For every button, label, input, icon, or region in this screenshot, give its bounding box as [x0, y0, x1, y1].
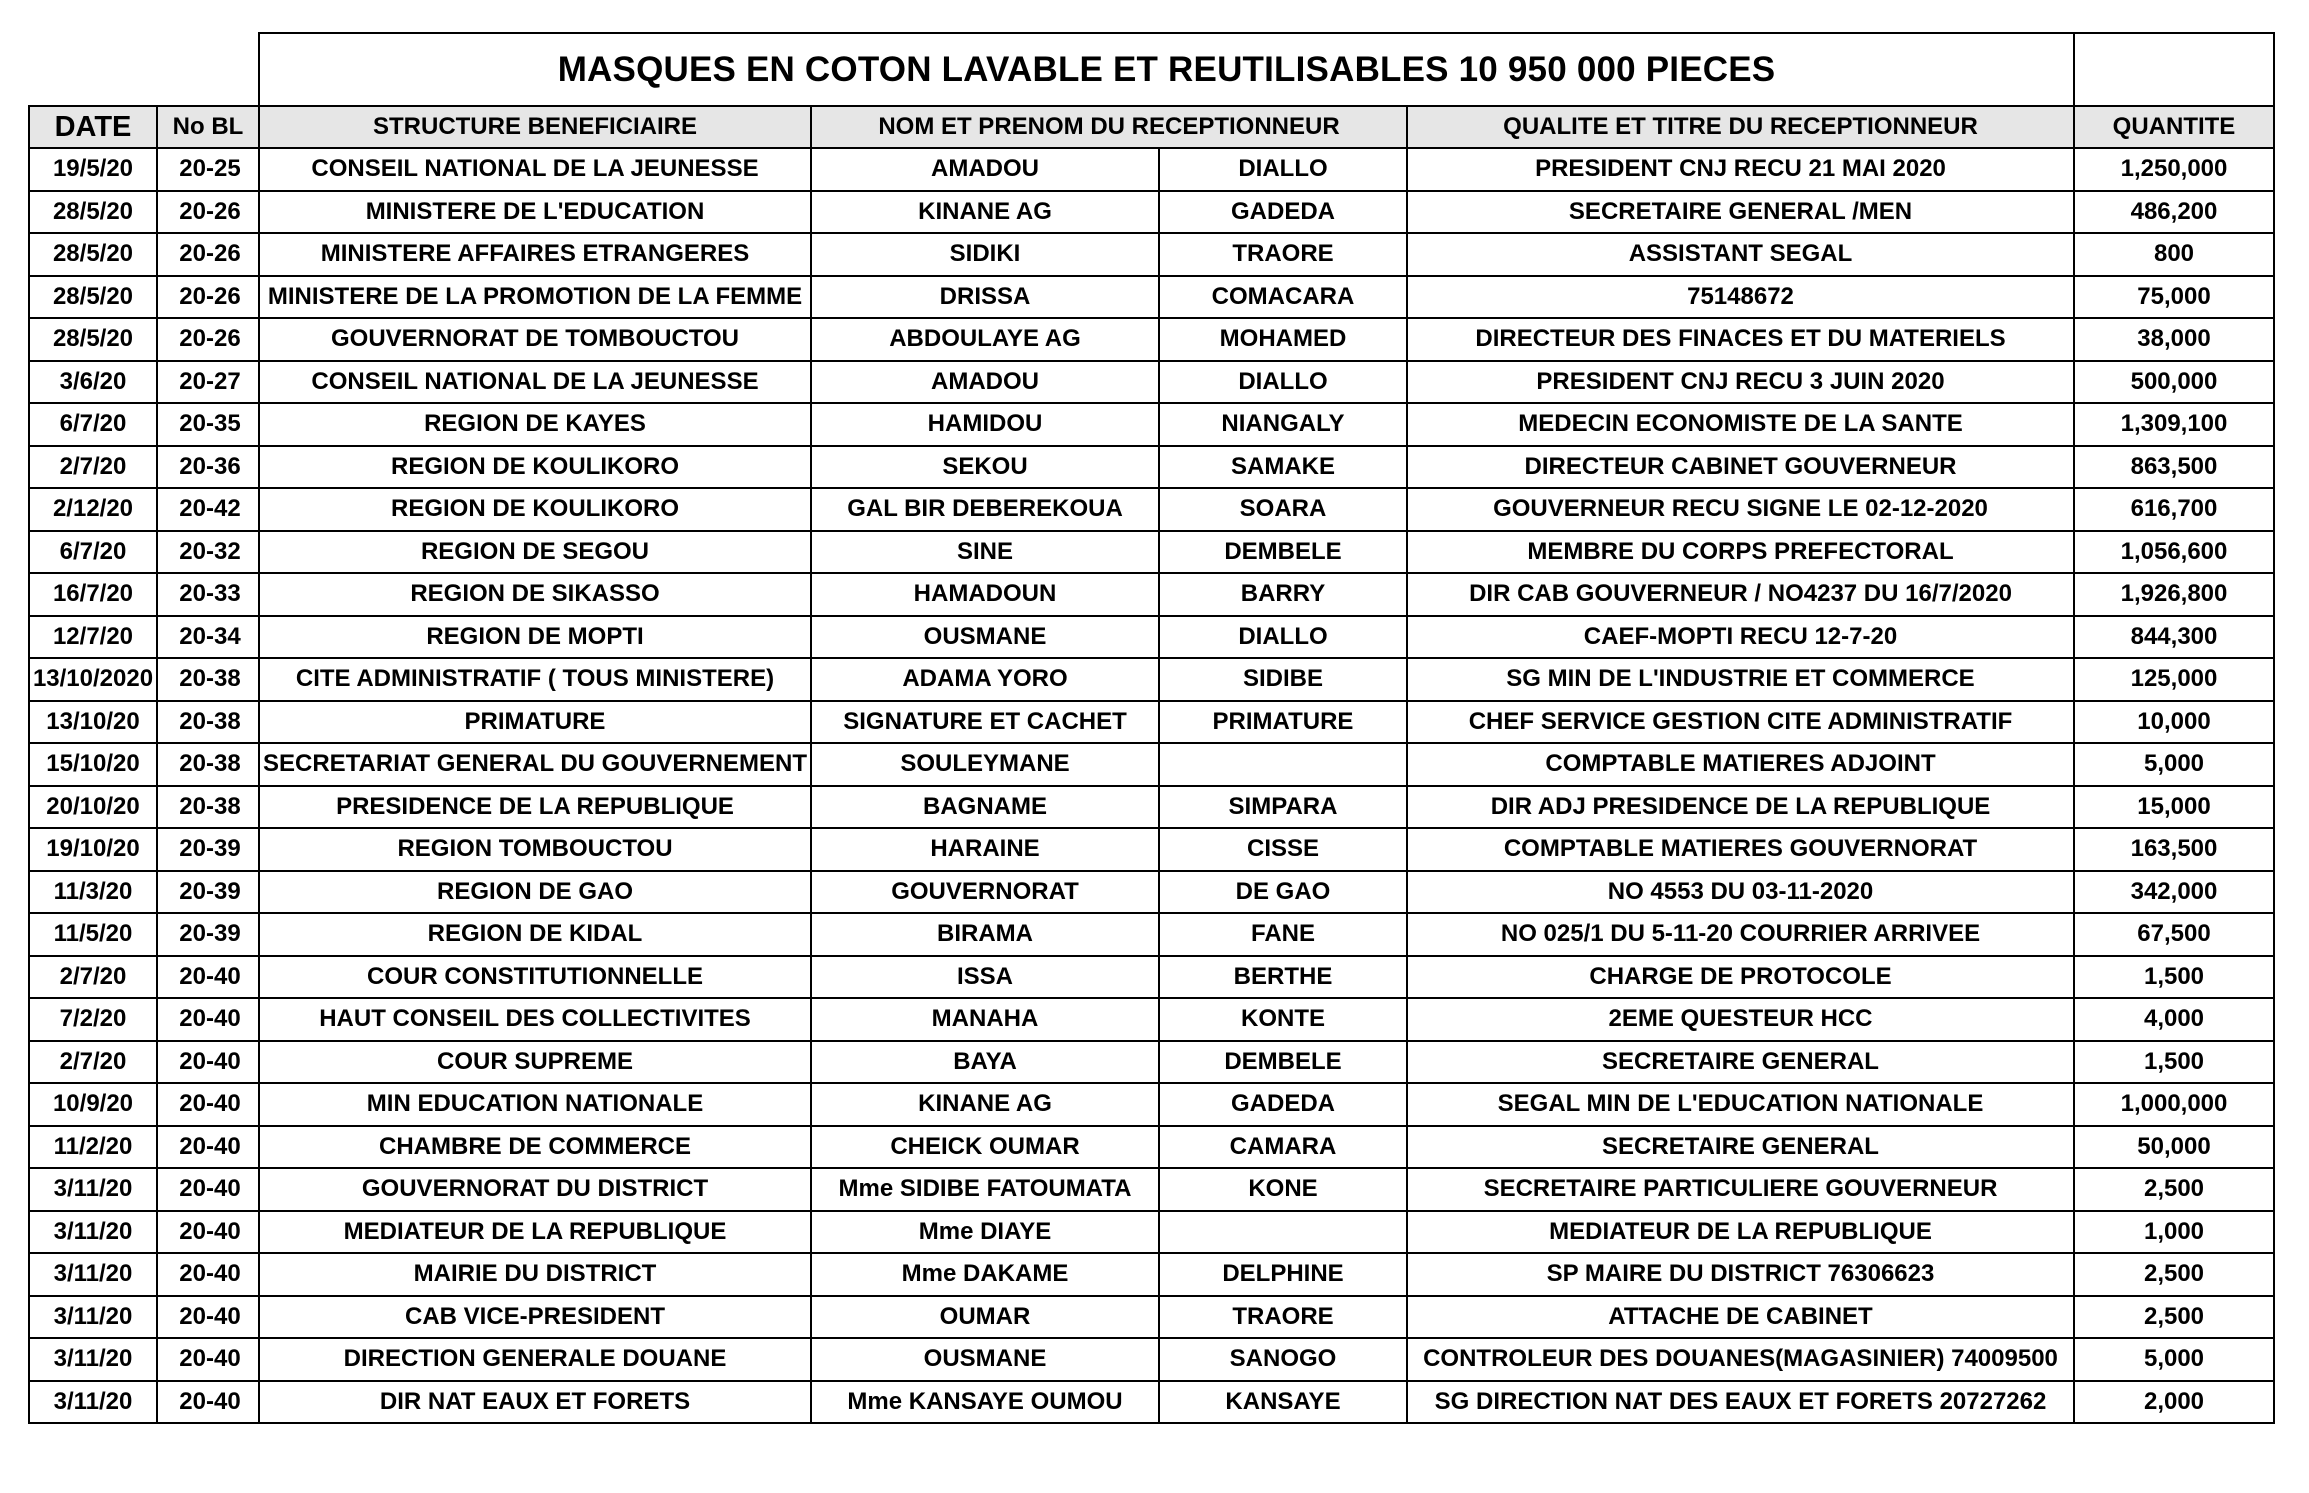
- row-quantite-cell: 486,200: [2074, 191, 2274, 234]
- header-row: [29, 106, 2274, 148]
- row-prenom-cell: BERTHE: [1159, 956, 1407, 999]
- row-qualite-cell: COMPTABLE MATIERES GOUVERNORAT: [1407, 828, 2074, 871]
- row-bl-cell: 20-40: [157, 956, 259, 999]
- row-quantite-cell: 75,000: [2074, 276, 2274, 319]
- row-quantite-cell: 1,926,800: [2074, 573, 2274, 616]
- row-quantite-cell: 844,300: [2074, 616, 2274, 659]
- row-bl-cell: 20-38: [157, 701, 259, 744]
- row-quantite-cell: 2,500: [2074, 1296, 2274, 1339]
- row-bl-cell: 20-39: [157, 828, 259, 871]
- row-qualite-cell: SECRETAIRE GENERAL /MEN: [1407, 191, 2074, 234]
- row-date-cell: 28/5/20: [29, 191, 157, 234]
- row-qualite-cell: MEDIATEUR DE LA REPUBLIQUE: [1407, 1211, 2074, 1254]
- row-date-cell: 3/11/20: [29, 1211, 157, 1254]
- row-prenom-cell: [1159, 1211, 1407, 1254]
- table-row: [29, 658, 2274, 701]
- table-row: [29, 233, 2274, 276]
- row-quantite-cell: 800: [2074, 233, 2274, 276]
- table-row: [29, 786, 2274, 829]
- table-row: [29, 446, 2274, 489]
- row-nom-cell: GOUVERNORAT: [811, 871, 1159, 914]
- row-structure-cell: MINISTERE AFFAIRES ETRANGERES: [259, 233, 811, 276]
- row-qualite-cell: 2EME QUESTEUR HCC: [1407, 998, 2074, 1041]
- row-structure-cell: HAUT CONSEIL DES COLLECTIVITES: [259, 998, 811, 1041]
- row-prenom-cell: SANOGO: [1159, 1338, 1407, 1381]
- row-nom-cell: BIRAMA: [811, 913, 1159, 956]
- row-qualite-cell: MEDECIN ECONOMISTE DE LA SANTE: [1407, 403, 2074, 446]
- header-qualite: QUALITE ET TITRE DU RECEPTIONNEUR: [1407, 106, 2074, 148]
- row-nom-cell: AMADOU: [811, 361, 1159, 404]
- row-quantite-cell: 342,000: [2074, 871, 2274, 914]
- table-row: [29, 488, 2274, 531]
- row-structure-cell: PRESIDENCE DE LA REPUBLIQUE: [259, 786, 811, 829]
- row-qualite-cell: MEMBRE DU CORPS PREFECTORAL: [1407, 531, 2074, 574]
- blank-title-cell: [2074, 33, 2274, 106]
- table-row: [29, 148, 2274, 191]
- row-prenom-cell: TRAORE: [1159, 1296, 1407, 1339]
- distribution-sheet: [28, 32, 2275, 1424]
- table-row: [29, 998, 2274, 1041]
- table-row: [29, 1126, 2274, 1169]
- row-nom-cell: CHEICK OUMAR: [811, 1126, 1159, 1169]
- row-structure-cell: DIRECTION GENERALE DOUANE: [259, 1338, 811, 1381]
- row-structure-cell: DIR NAT EAUX ET FORETS: [259, 1381, 811, 1424]
- row-nom-cell: Mme DAKAME: [811, 1253, 1159, 1296]
- row-quantite-cell: 616,700: [2074, 488, 2274, 531]
- row-bl-cell: 20-38: [157, 743, 259, 786]
- row-date-cell: 28/5/20: [29, 233, 157, 276]
- row-prenom-cell: DE GAO: [1159, 871, 1407, 914]
- row-qualite-cell: SECRETAIRE GENERAL: [1407, 1041, 2074, 1084]
- row-prenom-cell: [1159, 743, 1407, 786]
- row-quantite-cell: 38,000: [2074, 318, 2274, 361]
- row-quantite-cell: 500,000: [2074, 361, 2274, 404]
- row-qualite-cell: PRESIDENT CNJ RECU 21 MAI 2020: [1407, 148, 2074, 191]
- row-nom-cell: BAYA: [811, 1041, 1159, 1084]
- header-structure: STRUCTURE BENEFICIAIRE: [259, 106, 811, 148]
- row-prenom-cell: MOHAMED: [1159, 318, 1407, 361]
- row-bl-cell: 20-40: [157, 1296, 259, 1339]
- row-date-cell: 12/7/20: [29, 616, 157, 659]
- row-structure-cell: MEDIATEUR DE LA REPUBLIQUE: [259, 1211, 811, 1254]
- table-row: [29, 616, 2274, 659]
- row-nom-cell: HARAINE: [811, 828, 1159, 871]
- row-prenom-cell: DELPHINE: [1159, 1253, 1407, 1296]
- row-structure-cell: REGION DE SEGOU: [259, 531, 811, 574]
- table-row: [29, 701, 2274, 744]
- row-quantite-cell: 67,500: [2074, 913, 2274, 956]
- row-date-cell: 2/7/20: [29, 1041, 157, 1084]
- row-date-cell: 2/12/20: [29, 488, 157, 531]
- row-bl-cell: 20-40: [157, 1338, 259, 1381]
- row-nom-cell: Mme DIAYE: [811, 1211, 1159, 1254]
- row-structure-cell: MAIRIE DU DISTRICT: [259, 1253, 811, 1296]
- table-row: [29, 1211, 2274, 1254]
- title-row: [29, 33, 2274, 106]
- row-qualite-cell: CONTROLEUR DES DOUANES(MAGASINIER) 74009500: [1407, 1338, 2074, 1381]
- row-nom-cell: SOULEYMANE: [811, 743, 1159, 786]
- row-date-cell: 28/5/20: [29, 276, 157, 319]
- row-structure-cell: MINISTERE DE L'EDUCATION: [259, 191, 811, 234]
- table-row: [29, 1253, 2274, 1296]
- row-structure-cell: COUR SUPREME: [259, 1041, 811, 1084]
- row-bl-cell: 20-40: [157, 1168, 259, 1211]
- row-bl-cell: 20-35: [157, 403, 259, 446]
- row-nom-cell: SEKOU: [811, 446, 1159, 489]
- row-structure-cell: MINISTERE DE LA PROMOTION DE LA FEMME: [259, 276, 811, 319]
- row-nom-cell: AMADOU: [811, 148, 1159, 191]
- row-qualite-cell: SECRETAIRE GENERAL: [1407, 1126, 2074, 1169]
- row-quantite-cell: 1,056,600: [2074, 531, 2274, 574]
- row-quantite-cell: 50,000: [2074, 1126, 2274, 1169]
- table-row: [29, 1296, 2274, 1339]
- row-structure-cell: CONSEIL NATIONAL DE LA JEUNESSE: [259, 361, 811, 404]
- row-nom-cell: HAMADOUN: [811, 573, 1159, 616]
- row-bl-cell: 20-34: [157, 616, 259, 659]
- header-bl: No BL: [157, 106, 259, 148]
- row-prenom-cell: KONE: [1159, 1168, 1407, 1211]
- row-bl-cell: 20-36: [157, 446, 259, 489]
- row-qualite-cell: CHEF SERVICE GESTION CITE ADMINISTRATIF: [1407, 701, 2074, 744]
- row-date-cell: 28/5/20: [29, 318, 157, 361]
- row-quantite-cell: 4,000: [2074, 998, 2274, 1041]
- table-row: [29, 573, 2274, 616]
- row-prenom-cell: CISSE: [1159, 828, 1407, 871]
- row-date-cell: 6/7/20: [29, 403, 157, 446]
- row-structure-cell: REGION DE KOULIKORO: [259, 488, 811, 531]
- table-row: [29, 1041, 2274, 1084]
- row-structure-cell: CHAMBRE DE COMMERCE: [259, 1126, 811, 1169]
- row-qualite-cell: SECRETAIRE PARTICULIERE GOUVERNEUR: [1407, 1168, 2074, 1211]
- row-qualite-cell: SEGAL MIN DE L'EDUCATION NATIONALE: [1407, 1083, 2074, 1126]
- row-prenom-cell: FANE: [1159, 913, 1407, 956]
- row-date-cell: 3/11/20: [29, 1253, 157, 1296]
- blank-corner-cell: [29, 33, 259, 106]
- row-date-cell: 10/9/20: [29, 1083, 157, 1126]
- header-quantite: QUANTITE: [2074, 106, 2274, 148]
- row-quantite-cell: 2,000: [2074, 1381, 2274, 1424]
- row-nom-cell: SIDIKI: [811, 233, 1159, 276]
- row-qualite-cell: SG MIN DE L'INDUSTRIE ET COMMERCE: [1407, 658, 2074, 701]
- row-date-cell: 15/10/20: [29, 743, 157, 786]
- row-bl-cell: 20-32: [157, 531, 259, 574]
- row-date-cell: 20/10/20: [29, 786, 157, 829]
- distribution-table: [28, 32, 2275, 1424]
- row-qualite-cell: SP MAIRE DU DISTRICT 76306623: [1407, 1253, 2074, 1296]
- row-qualite-cell: DIRECTEUR DES FINACES ET DU MATERIELS: [1407, 318, 2074, 361]
- row-structure-cell: REGION DE KOULIKORO: [259, 446, 811, 489]
- row-quantite-cell: 1,309,100: [2074, 403, 2274, 446]
- row-date-cell: 2/7/20: [29, 956, 157, 999]
- row-bl-cell: 20-38: [157, 786, 259, 829]
- table-row: [29, 1083, 2274, 1126]
- row-structure-cell: REGION DE KIDAL: [259, 913, 811, 956]
- row-bl-cell: 20-26: [157, 318, 259, 361]
- row-bl-cell: 20-40: [157, 1381, 259, 1424]
- row-nom-cell: ISSA: [811, 956, 1159, 999]
- row-structure-cell: COUR CONSTITUTIONNELLE: [259, 956, 811, 999]
- table-row: [29, 1381, 2274, 1424]
- row-date-cell: 3/11/20: [29, 1168, 157, 1211]
- row-bl-cell: 20-26: [157, 191, 259, 234]
- row-qualite-cell: GOUVERNEUR RECU SIGNE LE 02-12-2020: [1407, 488, 2074, 531]
- row-structure-cell: REGION DE SIKASSO: [259, 573, 811, 616]
- table-row: [29, 318, 2274, 361]
- row-prenom-cell: PRIMATURE: [1159, 701, 1407, 744]
- row-structure-cell: REGION DE MOPTI: [259, 616, 811, 659]
- row-prenom-cell: SOARA: [1159, 488, 1407, 531]
- table-row: [29, 1168, 2274, 1211]
- row-prenom-cell: DEMBELE: [1159, 1041, 1407, 1084]
- header-date: DATE: [29, 106, 157, 148]
- row-nom-cell: Mme KANSAYE OUMOU: [811, 1381, 1159, 1424]
- row-nom-cell: ADAMA YORO: [811, 658, 1159, 701]
- row-nom-cell: GAL BIR DEBEREKOUA: [811, 488, 1159, 531]
- row-quantite-cell: 2,500: [2074, 1253, 2274, 1296]
- row-bl-cell: 20-40: [157, 998, 259, 1041]
- table-row: [29, 361, 2274, 404]
- row-prenom-cell: SIDIBE: [1159, 658, 1407, 701]
- row-quantite-cell: 15,000: [2074, 786, 2274, 829]
- row-date-cell: 11/3/20: [29, 871, 157, 914]
- row-structure-cell: REGION DE GAO: [259, 871, 811, 914]
- row-quantite-cell: 2,500: [2074, 1168, 2274, 1211]
- row-bl-cell: 20-40: [157, 1126, 259, 1169]
- table-row: [29, 871, 2274, 914]
- row-nom-cell: KINANE AG: [811, 1083, 1159, 1126]
- row-nom-cell: BAGNAME: [811, 786, 1159, 829]
- row-prenom-cell: DIALLO: [1159, 361, 1407, 404]
- row-prenom-cell: GADEDA: [1159, 1083, 1407, 1126]
- row-bl-cell: 20-25: [157, 148, 259, 191]
- row-nom-cell: OUMAR: [811, 1296, 1159, 1339]
- row-bl-cell: 20-40: [157, 1253, 259, 1296]
- row-nom-cell: Mme SIDIBE FATOUMATA: [811, 1168, 1159, 1211]
- row-bl-cell: 20-39: [157, 871, 259, 914]
- row-prenom-cell: SAMAKE: [1159, 446, 1407, 489]
- row-structure-cell: MIN EDUCATION NATIONALE: [259, 1083, 811, 1126]
- row-prenom-cell: GADEDA: [1159, 191, 1407, 234]
- row-nom-cell: OUSMANE: [811, 616, 1159, 659]
- row-nom-cell: HAMIDOU: [811, 403, 1159, 446]
- row-quantite-cell: 5,000: [2074, 743, 2274, 786]
- row-date-cell: 6/7/20: [29, 531, 157, 574]
- row-qualite-cell: 75148672: [1407, 276, 2074, 319]
- row-structure-cell: CAB VICE-PRESIDENT: [259, 1296, 811, 1339]
- row-quantite-cell: 5,000: [2074, 1338, 2274, 1381]
- row-bl-cell: 20-42: [157, 488, 259, 531]
- row-structure-cell: SECRETARIAT GENERAL DU GOUVERNEMENT: [259, 743, 811, 786]
- table-row: [29, 403, 2274, 446]
- table-body: [29, 148, 2274, 1423]
- row-quantite-cell: 125,000: [2074, 658, 2274, 701]
- table-row: [29, 276, 2274, 319]
- row-structure-cell: GOUVERNORAT DU DISTRICT: [259, 1168, 811, 1211]
- row-date-cell: 16/7/20: [29, 573, 157, 616]
- row-bl-cell: 20-39: [157, 913, 259, 956]
- table-row: [29, 1338, 2274, 1381]
- row-date-cell: 11/2/20: [29, 1126, 157, 1169]
- table-row: [29, 191, 2274, 234]
- row-prenom-cell: KONTE: [1159, 998, 1407, 1041]
- row-bl-cell: 20-26: [157, 276, 259, 319]
- row-qualite-cell: ATTACHE DE CABINET: [1407, 1296, 2074, 1339]
- row-structure-cell: REGION TOMBOUCTOU: [259, 828, 811, 871]
- row-date-cell: 13/10/2020: [29, 658, 157, 701]
- row-nom-cell: MANAHA: [811, 998, 1159, 1041]
- row-prenom-cell: DIALLO: [1159, 148, 1407, 191]
- row-qualite-cell: COMPTABLE MATIERES ADJOINT: [1407, 743, 2074, 786]
- row-quantite-cell: 1,500: [2074, 956, 2274, 999]
- table-row: [29, 956, 2274, 999]
- row-qualite-cell: CHARGE DE PROTOCOLE: [1407, 956, 2074, 999]
- row-prenom-cell: DIALLO: [1159, 616, 1407, 659]
- header-receptionneur: NOM ET PRENOM DU RECEPTIONNEUR: [811, 106, 1407, 148]
- row-quantite-cell: 863,500: [2074, 446, 2274, 489]
- row-structure-cell: CITE ADMINISTRATIF ( TOUS MINISTERE): [259, 658, 811, 701]
- row-nom-cell: OUSMANE: [811, 1338, 1159, 1381]
- row-nom-cell: DRISSA: [811, 276, 1159, 319]
- row-qualite-cell: ASSISTANT SEGAL: [1407, 233, 2074, 276]
- row-prenom-cell: KANSAYE: [1159, 1381, 1407, 1424]
- row-date-cell: 3/6/20: [29, 361, 157, 404]
- row-structure-cell: CONSEIL NATIONAL DE LA JEUNESSE: [259, 148, 811, 191]
- row-bl-cell: 20-26: [157, 233, 259, 276]
- row-bl-cell: 20-27: [157, 361, 259, 404]
- row-date-cell: 11/5/20: [29, 913, 157, 956]
- row-qualite-cell: PRESIDENT CNJ RECU 3 JUIN 2020: [1407, 361, 2074, 404]
- row-quantite-cell: 1,000,000: [2074, 1083, 2274, 1126]
- row-nom-cell: SINE: [811, 531, 1159, 574]
- row-quantite-cell: 1,500: [2074, 1041, 2274, 1084]
- row-date-cell: 7/2/20: [29, 998, 157, 1041]
- row-structure-cell: PRIMATURE: [259, 701, 811, 744]
- row-structure-cell: GOUVERNORAT DE TOMBOUCTOU: [259, 318, 811, 361]
- row-quantite-cell: 1,250,000: [2074, 148, 2274, 191]
- row-qualite-cell: DIRECTEUR CABINET GOUVERNEUR: [1407, 446, 2074, 489]
- row-date-cell: 13/10/20: [29, 701, 157, 744]
- row-date-cell: 3/11/20: [29, 1338, 157, 1381]
- row-prenom-cell: CAMARA: [1159, 1126, 1407, 1169]
- row-prenom-cell: BARRY: [1159, 573, 1407, 616]
- table-row: [29, 828, 2274, 871]
- row-bl-cell: 20-33: [157, 573, 259, 616]
- row-bl-cell: 20-38: [157, 658, 259, 701]
- row-bl-cell: 20-40: [157, 1041, 259, 1084]
- row-date-cell: 3/11/20: [29, 1296, 157, 1339]
- row-qualite-cell: CAEF-MOPTI RECU 12-7-20: [1407, 616, 2074, 659]
- table-row: [29, 743, 2274, 786]
- row-nom-cell: ABDOULAYE AG: [811, 318, 1159, 361]
- row-qualite-cell: DIR CAB GOUVERNEUR / NO4237 DU 16/7/2020: [1407, 573, 2074, 616]
- row-nom-cell: KINANE AG: [811, 191, 1159, 234]
- row-date-cell: 19/5/20: [29, 148, 157, 191]
- row-qualite-cell: DIR ADJ PRESIDENCE DE LA REPUBLIQUE: [1407, 786, 2074, 829]
- row-prenom-cell: SIMPARA: [1159, 786, 1407, 829]
- row-quantite-cell: 1,000: [2074, 1211, 2274, 1254]
- row-qualite-cell: NO 4553 DU 03-11-2020: [1407, 871, 2074, 914]
- page-title: MASQUES EN COTON LAVABLE ET REUTILISABLES 10 950 000 PIECES: [259, 33, 2074, 106]
- row-date-cell: 19/10/20: [29, 828, 157, 871]
- row-date-cell: 2/7/20: [29, 446, 157, 489]
- table-row: [29, 913, 2274, 956]
- row-quantite-cell: 163,500: [2074, 828, 2274, 871]
- row-prenom-cell: COMACARA: [1159, 276, 1407, 319]
- row-qualite-cell: SG DIRECTION NAT DES EAUX ET FORETS 20727262: [1407, 1381, 2074, 1424]
- row-prenom-cell: TRAORE: [1159, 233, 1407, 276]
- row-nom-cell: SIGNATURE ET CACHET: [811, 701, 1159, 744]
- row-quantite-cell: 10,000: [2074, 701, 2274, 744]
- row-bl-cell: 20-40: [157, 1083, 259, 1126]
- row-bl-cell: 20-40: [157, 1211, 259, 1254]
- row-prenom-cell: DEMBELE: [1159, 531, 1407, 574]
- row-qualite-cell: NO 025/1 DU 5-11-20 COURRIER ARRIVEE: [1407, 913, 2074, 956]
- row-structure-cell: REGION DE KAYES: [259, 403, 811, 446]
- row-date-cell: 3/11/20: [29, 1381, 157, 1424]
- table-row: [29, 531, 2274, 574]
- row-prenom-cell: NIANGALY: [1159, 403, 1407, 446]
